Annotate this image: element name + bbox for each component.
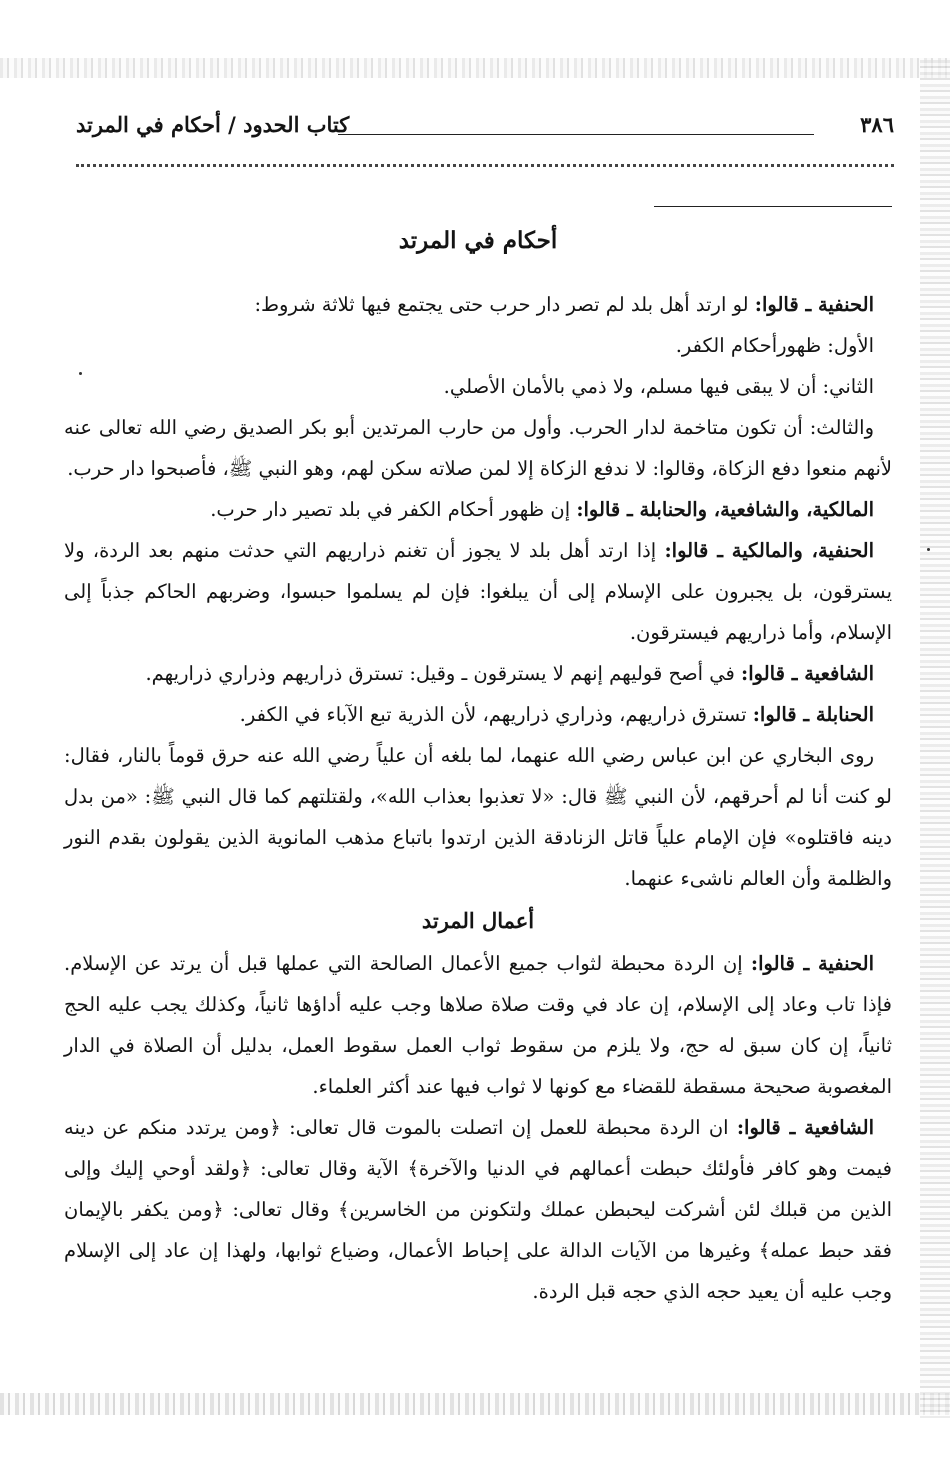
section-apostate-deeds [64,899,892,1312]
page-body [64,214,892,1312]
paragraph-text: الثاني: أن لا يبقى فيها مسلم، ولا ذمي بالأمان الأصلي. [443,375,874,398]
paragraph-text: إذا ارتد أهل بلد لا يجوز أن تغنم ذراريهم التي حدثت منهم بعد الردة، ولا يسترقون، بل يجبرون على الإسلام إلى أن يبلغوا: فإن لم يسلموا حبسوا، وضربهم الحاكم جذباً إلى الإسلام، وأما ذراريهم فيسترقون. [64,539,892,644]
paragraph-text: إن الردة محبطة لثواب جميع الأعمال الصالحة التي عملها قبل أن يرتد عن الإسلام. فإذا تاب وعاد إلى الإسلام، إن عاد في وقت صلاة صلاها وجب عليه أداؤها ثانياً، وكذلك يجب عليه الحج ثانياً، إن كان سبق له حج، ولا يلزم من سقوط ثواب العمل سقوط العمل، بدليل أن الصلاة في الدار المغصوبة صحيحة مسقطة للقضاء مع كونها لا ثواب فيها عند أكثر العلماء. [64,952,892,1098]
paragraph-text: إن ظهور أحكام الكفر في بلد تصير دار حرب. [210,498,577,521]
paragraph-text: الأول: ظهورأحكام الكفر. [675,334,874,357]
scan-border-bottom [0,1393,950,1415]
madhhab-term: الحنابلة ـ قالوا: [752,703,874,726]
madhhab-term: الحنفية ـ قالوا: [750,952,874,975]
paragraph [64,407,892,489]
paragraph [64,366,892,407]
paragraph [64,284,892,325]
title-rule [654,206,892,207]
madhhab-term: الحنفية ـ قالوا: [754,293,874,316]
paragraph [64,325,892,366]
running-title: كتاب الحدود / أحكام في المرتد [76,112,350,137]
paragraph [64,735,892,899]
paragraph [64,530,892,653]
paragraph [64,943,892,1107]
madhhab-term: الحنفية، والمالكية ـ قالوا: [664,539,875,562]
madhhab-term: الشافعية ـ قالوا: [736,1116,875,1139]
section-title: أحكام في المرتد [398,227,558,254]
paragraph [64,489,892,530]
paragraph [64,694,892,735]
paragraph-text: روى البخاري عن ابن عباس رضي الله عنهما، لما بلغه أن علياً رضي الله عنه حرق قوماً بالنار، فقال: لو كنت أنا لم أحرقهم، لأن النبي ﷺ قال: «لا تعذبوا بعذاب الله»، ولقتلتهم كما قال النبي ﷺ: «من بدل دينه فاقتلوه» فإن الإمام علياً قاتل الزنادقة الذين ارتدوا باتباع مذهب المانوية الذين يقولون بقدم النور والظلمة وأن العالم ناشىء عنهما. [64,744,892,890]
paragraph-text: والثالث: أن تكون متاخمة لدار الحرب. وأول من حارب المرتدين أبو بكر الصديق رضي الله تعالى عنه لأنهم منعوا دفع الزكاة، وقالوا: لا ندفع الزكاة إلا لمن صلاته سكن لهم، وهو النبي ﷺ، فأصبحوا دار حرب. [64,416,892,480]
paragraph-text: تسترق ذراريهم، وذراري ذراريهم، لأن الذرية تبع الآباء في الكفر. [239,703,753,726]
page-number: ٣٨٦ [860,112,894,137]
section-title: أعمال المرتد [421,908,535,933]
paragraph-text: في أصح قوليهم إنهم لا يسترقون ـ وقيل: تسترق ذراريهم وذراري ذراريهم. [145,662,742,685]
madhhab-term: المالكية، والشافعية، والحنابلة ـ قالوا: [576,498,874,521]
scan-border-right [920,60,950,1418]
paragraph-text: لو ارتد أهل بلد لم تصر دار حرب حتى يجتمع فيها ثلاثة شروط: [254,293,755,316]
page-header [76,112,894,146]
paragraph-text: ان الردة محبطة للعمل إن اتصلت بالموت قال تعالى: ﴿ومن يرتدد منكم عن دينه فيمت وهو كافر فأولئك حبطت أعمالهم في الدنيا والآخرة﴾ الآية وقال تعالى: ﴿ولقد أوحي إليك وإلى الذين من قبلك لئن أشركت ليحبطن عملك ولتكونن من الخاسرين﴾ وقال تعالى: ﴿ومن يكفر بالإيمان فقد حبط عمله﴾ وغيرها من الآيات الدالة على إحباط الأعمال، وضياع ثوابها، ولهذا إن عاد إلى الإسلام وجب عليه أن يعيد حجه الذي حجه قبل الردة. [64,1116,892,1303]
paragraph [64,1107,892,1312]
scan-speck [927,548,930,551]
madhhab-term: الشافعية ـ قالوا: [741,662,874,685]
paragraph [64,653,892,694]
dotted-divider [76,164,894,181]
scan-border-top [0,58,950,78]
section-apostate-rulings [64,214,892,899]
header-rule [338,134,814,135]
